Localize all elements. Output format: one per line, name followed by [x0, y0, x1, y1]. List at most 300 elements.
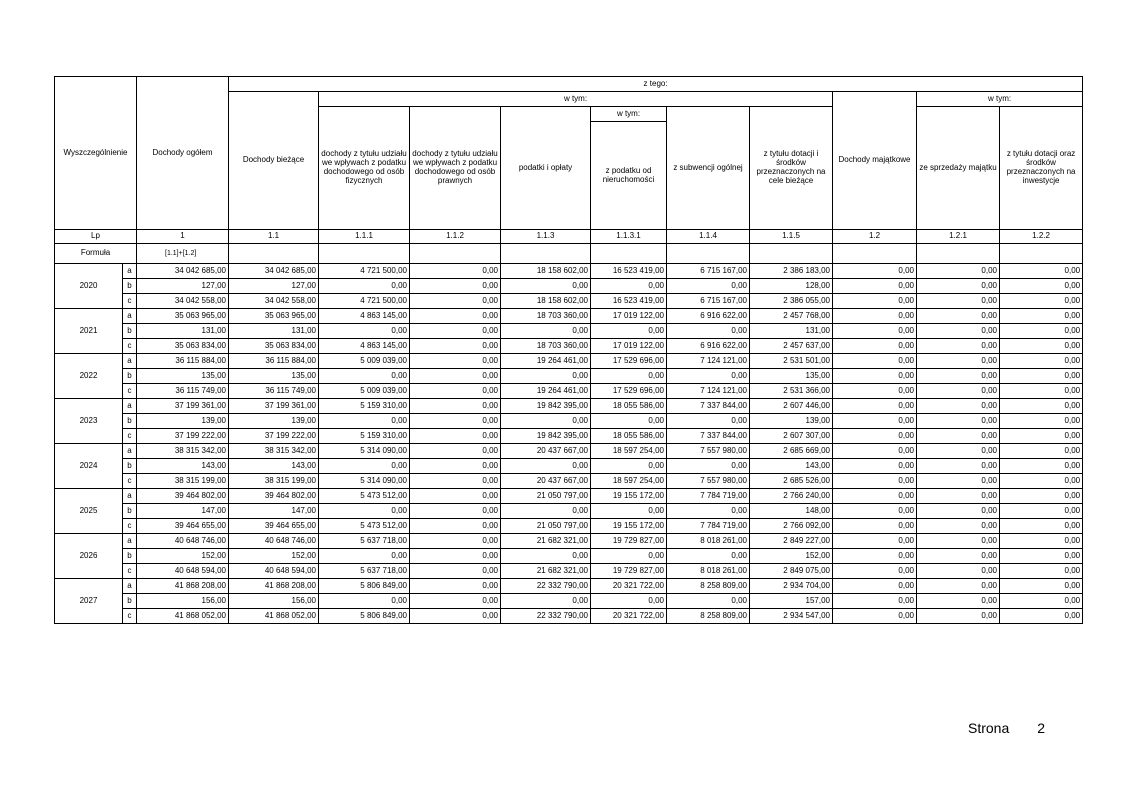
value-cell: 40 648 746,00 [229, 534, 319, 549]
value-cell: 135,00 [137, 369, 229, 384]
value-cell: 0,00 [319, 414, 410, 429]
value-cell: 0,00 [501, 549, 591, 564]
row-letter: b [123, 594, 137, 609]
value-cell: 39 464 802,00 [137, 489, 229, 504]
header-cit: dochody z tytułu udziału we wpływach z podatku dochodowego od osób prawnych [410, 107, 501, 230]
value-cell: 0,00 [917, 609, 1000, 624]
value-cell: 0,00 [833, 294, 917, 309]
value-cell: 0,00 [1000, 384, 1083, 399]
value-cell: 0,00 [917, 279, 1000, 294]
value-cell: 2 607 446,00 [750, 399, 833, 414]
year-cell: 2027 [55, 579, 123, 624]
header-w-tym: w tym: [319, 92, 833, 107]
value-cell: 0,00 [319, 324, 410, 339]
value-cell: 17 019 122,00 [591, 339, 667, 354]
header-dotacje-inwestycje: z tytułu dotacji oraz środków przeznaczonych na inwestycje [1000, 107, 1083, 230]
value-cell: 147,00 [229, 504, 319, 519]
value-cell: 35 063 965,00 [229, 309, 319, 324]
value-cell: 0,00 [833, 519, 917, 534]
table-row [55, 579, 1083, 594]
value-cell: 36 115 749,00 [137, 384, 229, 399]
value-cell: 36 115 749,00 [229, 384, 319, 399]
row-letter: c [123, 294, 137, 309]
value-cell: 0,00 [917, 474, 1000, 489]
table-row [55, 264, 1083, 279]
value-cell: 4 721 500,00 [319, 264, 410, 279]
year-cell: 2021 [55, 309, 123, 354]
value-cell: 0,00 [410, 609, 501, 624]
value-cell: 152,00 [750, 549, 833, 564]
value-cell: 8 018 261,00 [667, 534, 750, 549]
value-cell: 36 115 884,00 [137, 354, 229, 369]
value-cell: 0,00 [1000, 369, 1083, 384]
value-cell: 37 199 222,00 [137, 429, 229, 444]
value-cell: 0,00 [410, 534, 501, 549]
value-cell: 139,00 [137, 414, 229, 429]
value-cell: 0,00 [1000, 339, 1083, 354]
value-cell: 0,00 [501, 594, 591, 609]
value-cell: 19 729 827,00 [591, 564, 667, 579]
value-cell: 0,00 [410, 564, 501, 579]
page-label: Strona [968, 720, 1010, 736]
value-cell: 37 199 222,00 [229, 429, 319, 444]
value-cell: 0,00 [1000, 489, 1083, 504]
value-cell: 0,00 [667, 414, 750, 429]
value-cell: 0,00 [833, 459, 917, 474]
table-row [55, 534, 1083, 549]
value-cell: 38 315 199,00 [137, 474, 229, 489]
value-cell: 0,00 [833, 414, 917, 429]
value-cell: 0,00 [1000, 309, 1083, 324]
value-cell: 0,00 [501, 324, 591, 339]
value-cell: 0,00 [833, 444, 917, 459]
value-cell: 19 155 172,00 [591, 519, 667, 534]
row-letter: b [123, 459, 137, 474]
value-cell: 0,00 [917, 414, 1000, 429]
value-cell: 40 648 594,00 [229, 564, 319, 579]
value-cell: 7 557 980,00 [667, 474, 750, 489]
table-row [55, 399, 1083, 414]
value-cell: 7 124 121,00 [667, 384, 750, 399]
value-cell: 0,00 [917, 504, 1000, 519]
value-cell: 0,00 [917, 489, 1000, 504]
value-cell: 21 050 797,00 [501, 519, 591, 534]
value-cell: 0,00 [917, 549, 1000, 564]
lp-label: Lp [55, 230, 137, 244]
header-sprzedaz-majatku: ze sprzedaży majątku [917, 107, 1000, 230]
table-row [55, 339, 1083, 354]
value-cell: 0,00 [833, 354, 917, 369]
value-cell: 0,00 [410, 489, 501, 504]
value-cell: 40 648 594,00 [137, 564, 229, 579]
value-cell: 5 637 718,00 [319, 534, 410, 549]
value-cell: 157,00 [750, 594, 833, 609]
value-cell: 2 386 183,00 [750, 264, 833, 279]
value-cell: 0,00 [917, 579, 1000, 594]
lp-code: 1.1.4 [667, 230, 750, 244]
value-cell: 0,00 [410, 279, 501, 294]
value-cell: 0,00 [1000, 354, 1083, 369]
value-cell: 143,00 [750, 459, 833, 474]
header-podatek-nieruchomosci: z podatku od nieruchomości [591, 122, 667, 230]
value-cell: 0,00 [833, 399, 917, 414]
table-row [55, 384, 1083, 399]
value-cell: 19 729 827,00 [591, 534, 667, 549]
value-cell: 16 523 419,00 [591, 264, 667, 279]
value-cell: 0,00 [667, 369, 750, 384]
value-cell: 7 557 980,00 [667, 444, 750, 459]
value-cell: 0,00 [410, 474, 501, 489]
row-letter: a [123, 309, 137, 324]
lp-code: 1.1.2 [410, 230, 501, 244]
value-cell: 2 531 501,00 [750, 354, 833, 369]
value-cell: 0,00 [410, 579, 501, 594]
lp-code: 1.2.1 [917, 230, 1000, 244]
value-cell: 18 597 254,00 [591, 474, 667, 489]
value-cell: 2 386 055,00 [750, 294, 833, 309]
table-row [55, 429, 1083, 444]
value-cell: 0,00 [410, 459, 501, 474]
value-cell: 0,00 [1000, 444, 1083, 459]
value-cell: 4 863 145,00 [319, 339, 410, 354]
value-cell: 0,00 [591, 504, 667, 519]
value-cell: 0,00 [917, 459, 1000, 474]
table-row [55, 459, 1083, 474]
value-cell: 0,00 [667, 324, 750, 339]
value-cell: 18 597 254,00 [591, 444, 667, 459]
table-row [55, 369, 1083, 384]
header-dochody-biezace: Dochody bieżące [229, 92, 319, 230]
table-row [55, 609, 1083, 624]
value-cell: 8 018 261,00 [667, 564, 750, 579]
row-letter: c [123, 474, 137, 489]
value-cell: 16 523 419,00 [591, 294, 667, 309]
value-cell: 0,00 [410, 384, 501, 399]
value-cell: 38 315 342,00 [229, 444, 319, 459]
year-cell: 2024 [55, 444, 123, 489]
value-cell: 0,00 [591, 369, 667, 384]
value-cell: 5 473 512,00 [319, 489, 410, 504]
value-cell: 0,00 [833, 324, 917, 339]
value-cell: 6 715 167,00 [667, 294, 750, 309]
value-cell: 0,00 [667, 279, 750, 294]
value-cell: 0,00 [410, 264, 501, 279]
value-cell: 139,00 [750, 414, 833, 429]
value-cell: 6 916 622,00 [667, 309, 750, 324]
table-row [55, 354, 1083, 369]
lp-code: 1.1.1 [319, 230, 410, 244]
row-letter: c [123, 609, 137, 624]
value-cell: 0,00 [917, 354, 1000, 369]
value-cell: 0,00 [410, 504, 501, 519]
value-cell: 5 159 310,00 [319, 429, 410, 444]
value-cell: 7 784 719,00 [667, 519, 750, 534]
value-cell: 36 115 884,00 [229, 354, 319, 369]
value-cell: 0,00 [410, 429, 501, 444]
row-letter: c [123, 519, 137, 534]
value-cell: 18 158 602,00 [501, 294, 591, 309]
value-cell: 0,00 [833, 264, 917, 279]
value-cell: 0,00 [917, 564, 1000, 579]
page-footer [968, 720, 1045, 736]
table-row [55, 324, 1083, 339]
value-cell: 152,00 [229, 549, 319, 564]
value-cell: 0,00 [319, 594, 410, 609]
value-cell: 0,00 [833, 384, 917, 399]
value-cell: 0,00 [591, 594, 667, 609]
header-z-tego: z tego: [229, 77, 1083, 92]
value-cell: 18 055 586,00 [591, 429, 667, 444]
value-cell: 0,00 [410, 594, 501, 609]
value-cell: 38 315 199,00 [229, 474, 319, 489]
table-row [55, 519, 1083, 534]
row-letter: b [123, 549, 137, 564]
value-cell: 5 314 090,00 [319, 474, 410, 489]
value-cell: 0,00 [917, 594, 1000, 609]
formula-label: Formuła [55, 244, 137, 264]
value-cell: 41 868 052,00 [137, 609, 229, 624]
value-cell: 0,00 [410, 414, 501, 429]
value-cell: 18 703 360,00 [501, 309, 591, 324]
value-cell: 0,00 [410, 399, 501, 414]
table-row [55, 309, 1083, 324]
financial-forecast-table [54, 76, 1083, 624]
value-cell: 41 868 208,00 [137, 579, 229, 594]
table-row [55, 489, 1083, 504]
value-cell: 2 685 669,00 [750, 444, 833, 459]
value-cell: 0,00 [833, 309, 917, 324]
value-cell: 4 863 145,00 [319, 309, 410, 324]
value-cell: 135,00 [750, 369, 833, 384]
value-cell: 19 155 172,00 [591, 489, 667, 504]
value-cell: 0,00 [1000, 609, 1083, 624]
value-cell: 0,00 [917, 309, 1000, 324]
value-cell: 0,00 [1000, 474, 1083, 489]
value-cell: 0,00 [917, 429, 1000, 444]
value-cell: 0,00 [501, 504, 591, 519]
value-cell: 0,00 [1000, 579, 1083, 594]
value-cell: 127,00 [229, 279, 319, 294]
value-cell: 18 158 602,00 [501, 264, 591, 279]
value-cell: 0,00 [917, 264, 1000, 279]
value-cell: 35 063 834,00 [229, 339, 319, 354]
value-cell: 127,00 [137, 279, 229, 294]
row-letter: b [123, 369, 137, 384]
value-cell: 0,00 [833, 594, 917, 609]
value-cell: 17 529 696,00 [591, 354, 667, 369]
value-cell: 4 721 500,00 [319, 294, 410, 309]
value-cell: 2 934 547,00 [750, 609, 833, 624]
row-letter: b [123, 414, 137, 429]
value-cell: 0,00 [410, 354, 501, 369]
row-letter: a [123, 444, 137, 459]
value-cell: 0,00 [501, 369, 591, 384]
value-cell: 19 264 461,00 [501, 384, 591, 399]
value-cell: 17 019 122,00 [591, 309, 667, 324]
value-cell: 0,00 [917, 384, 1000, 399]
value-cell: 0,00 [917, 519, 1000, 534]
row-letter: a [123, 399, 137, 414]
value-cell: 5 314 090,00 [319, 444, 410, 459]
value-cell: 0,00 [667, 504, 750, 519]
value-cell: 38 315 342,00 [137, 444, 229, 459]
value-cell: 0,00 [1000, 324, 1083, 339]
value-cell: 0,00 [1000, 429, 1083, 444]
value-cell: 0,00 [833, 279, 917, 294]
value-cell: 0,00 [591, 459, 667, 474]
value-cell: 0,00 [410, 339, 501, 354]
value-cell: 0,00 [410, 444, 501, 459]
value-cell: 0,00 [501, 414, 591, 429]
value-cell: 0,00 [833, 564, 917, 579]
row-letter: c [123, 339, 137, 354]
value-cell: 20 321 722,00 [591, 579, 667, 594]
value-cell: 0,00 [1000, 399, 1083, 414]
table-row [55, 504, 1083, 519]
header-podatki-oplaty: podatki i opłaty [501, 107, 591, 230]
value-cell: 34 042 558,00 [229, 294, 319, 309]
value-cell: 0,00 [667, 594, 750, 609]
row-letter: a [123, 354, 137, 369]
value-cell: 0,00 [833, 504, 917, 519]
value-cell: 2 685 526,00 [750, 474, 833, 489]
value-cell: 135,00 [229, 369, 319, 384]
value-cell: 0,00 [833, 609, 917, 624]
value-cell: 0,00 [1000, 264, 1083, 279]
value-cell: 0,00 [667, 459, 750, 474]
row-letter: c [123, 429, 137, 444]
value-cell: 131,00 [750, 324, 833, 339]
value-cell: 20 437 667,00 [501, 444, 591, 459]
row-letter: b [123, 504, 137, 519]
value-cell: 0,00 [917, 534, 1000, 549]
value-cell: 152,00 [137, 549, 229, 564]
value-cell: 7 337 844,00 [667, 429, 750, 444]
row-letter: b [123, 279, 137, 294]
value-cell: 34 042 685,00 [137, 264, 229, 279]
lp-code: 1.2 [833, 230, 917, 244]
value-cell: 0,00 [917, 399, 1000, 414]
value-cell: 0,00 [1000, 564, 1083, 579]
value-cell: 5 009 039,00 [319, 384, 410, 399]
lp-code: 1.1.5 [750, 230, 833, 244]
value-cell: 0,00 [410, 309, 501, 324]
value-cell: 0,00 [1000, 549, 1083, 564]
lp-code: 1.2.2 [1000, 230, 1083, 244]
year-cell: 2020 [55, 264, 123, 309]
table-row [55, 549, 1083, 564]
table-row [55, 594, 1083, 609]
value-cell: 19 264 461,00 [501, 354, 591, 369]
value-cell: 0,00 [1000, 279, 1083, 294]
value-cell: 22 332 790,00 [501, 609, 591, 624]
value-cell: 131,00 [229, 324, 319, 339]
table-row [55, 444, 1083, 459]
row-letter: b [123, 324, 137, 339]
value-cell: 17 529 696,00 [591, 384, 667, 399]
value-cell: 0,00 [591, 414, 667, 429]
value-cell: 5 806 849,00 [319, 579, 410, 594]
value-cell: 20 437 667,00 [501, 474, 591, 489]
value-cell: 7 124 121,00 [667, 354, 750, 369]
header-dochody-ogolem: Dochody ogółem [137, 77, 229, 230]
value-cell: 0,00 [833, 534, 917, 549]
value-cell: 0,00 [501, 279, 591, 294]
table-row [55, 294, 1083, 309]
row-letter: a [123, 489, 137, 504]
value-cell: 35 063 834,00 [137, 339, 229, 354]
value-cell: 128,00 [750, 279, 833, 294]
value-cell: 18 055 586,00 [591, 399, 667, 414]
row-letter: a [123, 579, 137, 594]
value-cell: 139,00 [229, 414, 319, 429]
value-cell: 2 849 075,00 [750, 564, 833, 579]
value-cell: 0,00 [917, 444, 1000, 459]
header-dochody-majatkowe: Dochody majątkowe [833, 92, 917, 230]
value-cell: 143,00 [137, 459, 229, 474]
value-cell: 0,00 [1000, 534, 1083, 549]
value-cell: 5 473 512,00 [319, 519, 410, 534]
value-cell: 143,00 [229, 459, 319, 474]
value-cell: 20 321 722,00 [591, 609, 667, 624]
value-cell: 0,00 [833, 579, 917, 594]
row-letter: c [123, 384, 137, 399]
value-cell: 39 464 655,00 [137, 519, 229, 534]
value-cell: 131,00 [137, 324, 229, 339]
year-cell: 2022 [55, 354, 123, 399]
lp-code: 1.1.3.1 [591, 230, 667, 244]
value-cell: 0,00 [1000, 594, 1083, 609]
header-pit: dochody z tytułu udziału we wpływach z podatku dochodowego od osób fizycznych [319, 107, 410, 230]
value-cell: 2 766 240,00 [750, 489, 833, 504]
row-letter: a [123, 534, 137, 549]
value-cell: 0,00 [410, 324, 501, 339]
formula-value: [1.1]+[1.2] [137, 244, 229, 264]
value-cell: 34 042 685,00 [229, 264, 319, 279]
value-cell: 7 784 719,00 [667, 489, 750, 504]
value-cell: 0,00 [833, 429, 917, 444]
value-cell: 0,00 [319, 369, 410, 384]
value-cell: 35 063 965,00 [137, 309, 229, 324]
value-cell: 0,00 [1000, 459, 1083, 474]
lp-code: 1 [137, 230, 229, 244]
row-letter: a [123, 264, 137, 279]
value-cell: 0,00 [501, 459, 591, 474]
value-cell: 6 916 622,00 [667, 339, 750, 354]
value-cell: 148,00 [750, 504, 833, 519]
value-cell: 8 258 809,00 [667, 609, 750, 624]
value-cell: 0,00 [667, 549, 750, 564]
value-cell: 6 715 167,00 [667, 264, 750, 279]
value-cell: 0,00 [410, 294, 501, 309]
value-cell: 0,00 [410, 549, 501, 564]
value-cell: 2 607 307,00 [750, 429, 833, 444]
value-cell: 2 531 366,00 [750, 384, 833, 399]
value-cell: 2 457 768,00 [750, 309, 833, 324]
value-cell: 156,00 [229, 594, 319, 609]
year-cell: 2025 [55, 489, 123, 534]
lp-code: 1.1.3 [501, 230, 591, 244]
table-row [55, 414, 1083, 429]
value-cell: 37 199 361,00 [229, 399, 319, 414]
table-row [55, 474, 1083, 489]
value-cell: 5 159 310,00 [319, 399, 410, 414]
lp-code: 1.1 [229, 230, 319, 244]
value-cell: 8 258 809,00 [667, 579, 750, 594]
value-cell: 0,00 [591, 324, 667, 339]
header-subwencja: z subwencji ogólnej [667, 107, 750, 230]
header-w-tym-majatkowe: w tym: [917, 92, 1083, 107]
